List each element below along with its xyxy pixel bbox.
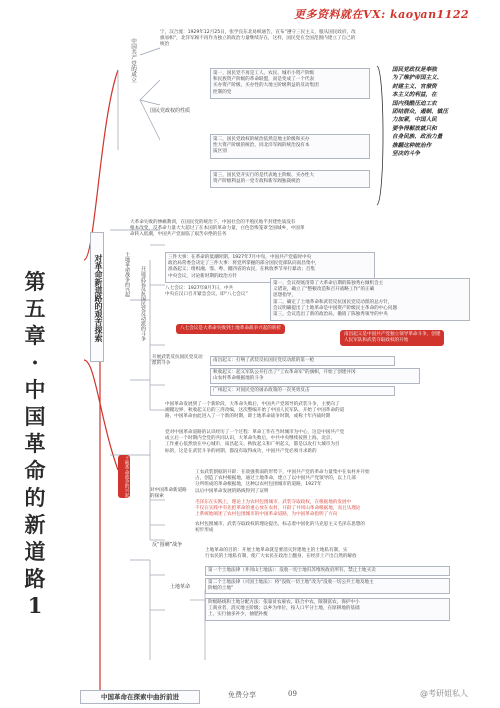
kmt-nature-first: 第一，国民党不再是工人、农民、城市小资产阶级 和民族资产阶级的革命联盟，而是变成了一个代表 买办资产阶级、买办性的大地主阶级利益的反动集团 控制的党 <box>210 68 370 99</box>
branch-label-zigzag-progress: 中国革命在探索中曲折前进 <box>80 690 200 704</box>
credit-text: @考研姐私人 <box>420 689 468 698</box>
anti-encirclement-label: 反“围剿”战争 <box>152 542 183 548</box>
footer-text: 免费分享 <box>228 691 256 699</box>
new-road-label: 土地革命战争的兴起 <box>118 455 130 498</box>
august-meeting-detail: 第一，会议彻底清算了大革命后期的陈独秀右倾机会主 义错误，确立了“整顿改造和召开战略工作”的正确 思想指导， 第二，确定了土地革命和武装反抗国民党反动派的总方针， 会议明确提出了土地革命是中国资产阶级民主革命的中心问题 第三，会议选出了新的政治局，撤销了陈独秀领导的中央 <box>270 278 470 321</box>
kmt-nature-second: 第二，国民党政权的统治依然是地主阶级和买办 性大资产阶级的统治，同北洋军阀的统治没有本 质区别 <box>210 134 370 159</box>
guangzhou-uprising: 广州起义：对国民党的屠杀政策的一次英勇反击 <box>210 386 395 396</box>
first-land-law: 第一个土地法律（井冈山土地法）：没收一切土地归苏维埃政府所有，禁止土地买卖 <box>205 566 450 576</box>
uprisings-label: 开展武装反抗国民党反动派的斗争 <box>152 355 203 366</box>
intro-text: 大革命失败的惨痛教训，在国民党的统治下，中国社会的半殖民地半封建性质没有 根本改变，反革命力量大大超过了在本国的革命力量，白色恐怖笼罩全国城乡，中国革 命转入低潮，中国共产党面临了艰苦卓绝的任务 <box>130 220 305 238</box>
party-founding-text: 宁，汉合流：1929年12月25日，张学良东北易帜通告，宣布“遵守三民主义，服从国民政府，改 旗易帜”，北洋军阀不再作为独立的政治力量继续存在，这样，国民党在全国范围内建立了自己的 统治 <box>160 30 356 48</box>
party-founding-label: 中国共产党的成立 <box>130 38 136 83</box>
watermark-text: 更多资料就在VX: kaoyan1122 <box>294 8 470 21</box>
rural-road-label: 对中国革命新道路的探索 <box>150 488 187 499</box>
land-revolution-purpose: 土地革命的目的：开展土地革命就是要消灭封建地主的土地私有制，实 行农民的土地私有制，使广大农民在政治上翻身，在经济上产出自然的解放 <box>205 548 357 560</box>
armed-struggle-label: 土地革命战争的兴起 <box>124 252 130 297</box>
kmt-nature-annotation: 国民党政权是奉独 为了维护帝国主义、 封建主义、官僚资 本主义的利益，在 国内残酷压迫工农 团结群众，遏制、镇压 力加紧，中国人民 要争得解放就只和 自身民族、政治力量 推翻这种统治作 坚决的斗争 <box>392 67 448 158</box>
page-number: 09 <box>288 690 297 698</box>
august-meeting: 八七会议：1927年8月7日，中共 中央在汉口召开紧急会议，即“八七会议” <box>165 286 248 298</box>
second-land-law: 第二个土地法律（兴国土地法）：将“没收一切土地”改为“没收一切公共土地及地主 阶级的土地” <box>205 578 450 594</box>
nanchang-significance-badge: 南昌起义是中国共产党独立领导革命斗争，创建 人民军队和武装夺取政权的开始 <box>340 330 444 346</box>
autumn-uprising: 秋收起义：起义军队公开打出了“工农革命军”的旗帜，开始了创建井冈 山农村革命根据地的斗争 <box>210 368 420 384</box>
chapter-title: 第五章·中国革命的新道路1 <box>24 269 46 618</box>
class-line: 阶级路线和土地分配方法：依靠贫农雇农，联合中农，限制富农，保护中小 工商业者，消灭地主阶级；以乡为单位，按人口平分土地，在原耕地的基础 上，实行抽多补少，抽肥补瘦 <box>205 598 450 621</box>
nanchang-uprising: 南昌起义：打响了武装反抗国民党反动派的第一枪 <box>210 356 395 366</box>
armed-struggle-sub-label: 开展武装反抗国民党反动派的斗争 <box>140 266 146 341</box>
rural-base-text: 工农武装割据的开辟：在敌强我弱的形势下，中国共产党的革命力量集中在农村并开始 占，创造了农村根据地，通过土地革命，建立了以中国共产党领导的，以上几部 分所组成的革命根据地，这种以农村包围城市的道路，1927年 以后中国革命发展的路线得到了证明 <box>195 470 370 494</box>
mao-theory-text: 毛泽东在实践上，理论上为农村包围城市、武装夺取政权，在根据地的发展中 不仅在实践中有先把革命的重心放在农村，开辟了井冈山革命根据地，而且从理论 上系统地阐述了农村包围城市的中国革命道路，为中国革命指明了方向 <box>195 500 361 518</box>
land-revolution-label: 土地革命 <box>170 584 191 590</box>
kmt-nature-third: 第三，国民党开实行的是代表地主阶级、买办性大 资产阶级利益的一党专政和新军阀独裁统治 <box>210 170 370 188</box>
kmt-nature-label: 国民党政权的性质 <box>150 108 191 114</box>
summary-text: 中国革命发展到了一个新阶段，大革命失败后，中国共产党领导的武装斗争，主要向了 湘赣边界、秋收起义后的三湾改编，这次整编开始了中国人民军队，开始了中国革命的道 路，中国革命由此进入了一个新的时期，即土地革命战争时期，或称十年内战时期 <box>165 402 345 420</box>
three-events-block: 三件大事：在革命的低潮时期，1927年7月中旬，中国共产党临时中央 政治局常委会决定了三件大事：将党所掌握的部分国民党部队向南昌集中， 准备起义；组织湘、鄂、粤、赣四省的农民，在秋收季节举行暴动；召集 中央会议，讨论新时期的政治方针 <box>165 252 375 283</box>
turning-point-badge: 八七会议是大革命失败到土地革命战争兴起的转折 <box>176 324 285 334</box>
branch-label-new-road-exploration: 对革命新道路的艰苦探索 <box>90 232 104 362</box>
significance-text: 农村包围城市、武装夺取政权的理论提出，标志着中国化的马克思主义毛泽东思想的 初步形成 <box>195 522 365 534</box>
new-road-intro: 党对中国革命道路的认识经历了一个过程：革命工作在当时城市为中心，这是中国共产党 成立后一个时期内全党的共同认识，大革命失败后，中共中央继续按照上海、北京、 工作重心依然放在中心城市，南昌起义、秋收起义和广州起义，都是以攻打大城市为目 标的，这是在武装斗争的初期，都没有取得成功，中国共产党必须寻求新的 <box>165 430 345 454</box>
